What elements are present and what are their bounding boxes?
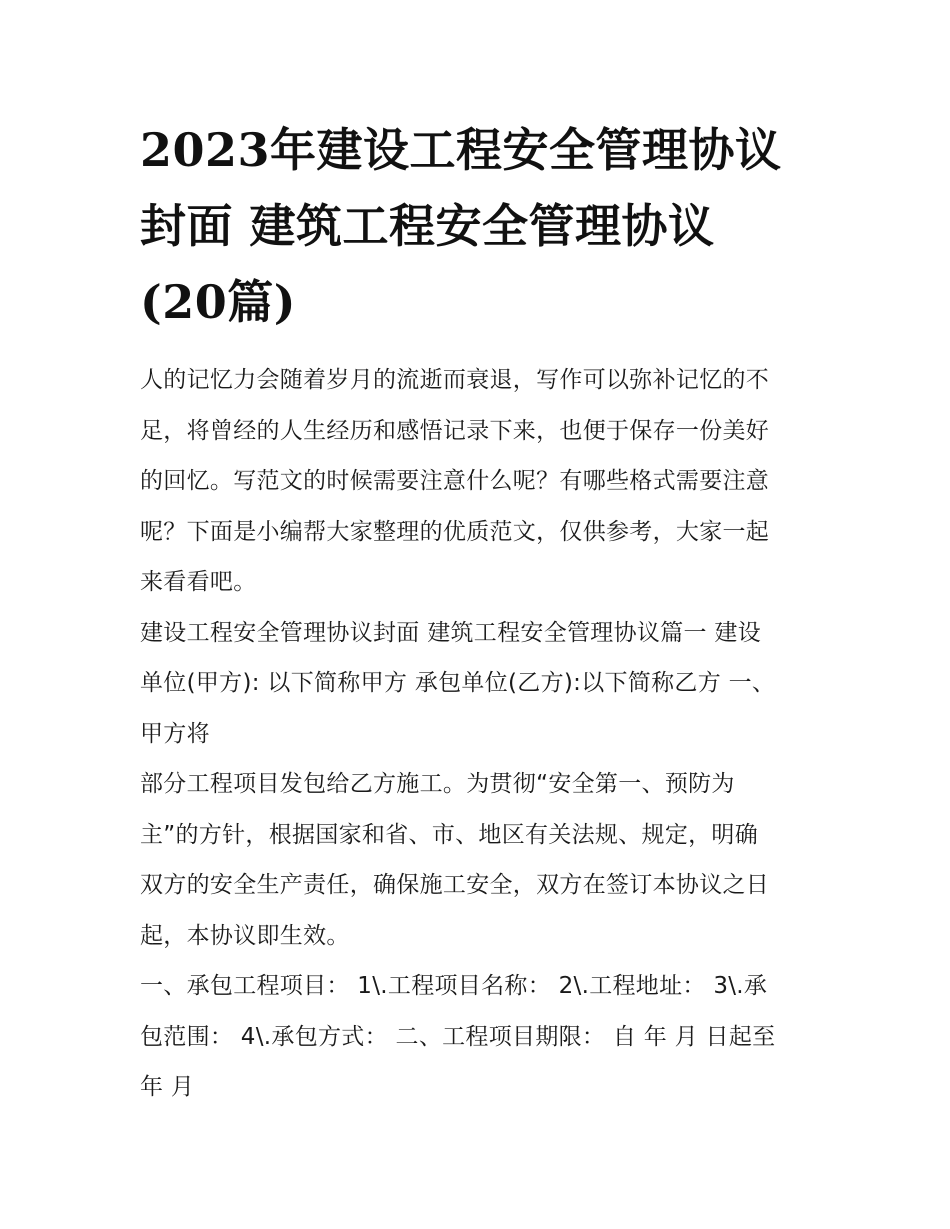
paragraph-parties [140, 608, 830, 760]
text-line: 的回忆。写范文的时候需要注意什么呢？有哪些格式需要注意 [140, 468, 770, 494]
title-line: (20篇) [140, 275, 297, 329]
title-line: 2023年建设工程安全管理协议 [140, 123, 782, 177]
text-line: 部分工程项目发包给乙方施工。为贯彻“安全第一、预防为 [140, 771, 735, 797]
paragraph-project-items [140, 961, 830, 1113]
paragraph-purpose [140, 759, 830, 961]
text-line: 呢？下面是小编帮大家整理的优质范文，仅供参考，大家一起 [140, 518, 770, 545]
text-line: 甲方将 [140, 720, 210, 747]
text-line: 一、承包工程项目： 1\.工程项目名称： 2\.工程地址： 3\.承 [140, 973, 768, 999]
text-line: 来看看吧。 [140, 569, 257, 595]
text-line: 起，本协议即生效。 [140, 922, 350, 949]
text-line: 主”的方针，根据国家和省、市、地区有关法规、规定，明确 [140, 821, 759, 848]
text-line: 足，将曾经的人生经历和感悟记录下来，也便于保存一份美好 [140, 417, 770, 444]
text-line: 包范围： 4\.承包方式： 二、工程项目期限： 自 年 月 日起至 [140, 1023, 776, 1050]
document-body [140, 355, 830, 1113]
text-line: 年 月 [140, 1074, 195, 1100]
title-line: 封面 建筑工程安全管理协议 [140, 199, 715, 253]
text-line: 建设工程安全管理协议封面 建筑工程安全管理协议篇一 建设 [140, 619, 762, 646]
paragraph-intro [140, 355, 830, 608]
document-title [140, 112, 820, 340]
text-line: 单位(甲方): 以下简称甲方 承包单位(乙方):以下简称乙方 一、 [140, 670, 776, 696]
text-line: 人的记忆力会随着岁月的流逝而衰退，写作可以弥补记忆的不 [140, 367, 770, 393]
text-line: 双方的安全生产责任，确保施工安全，双方在签订本协议之日 [140, 872, 770, 898]
